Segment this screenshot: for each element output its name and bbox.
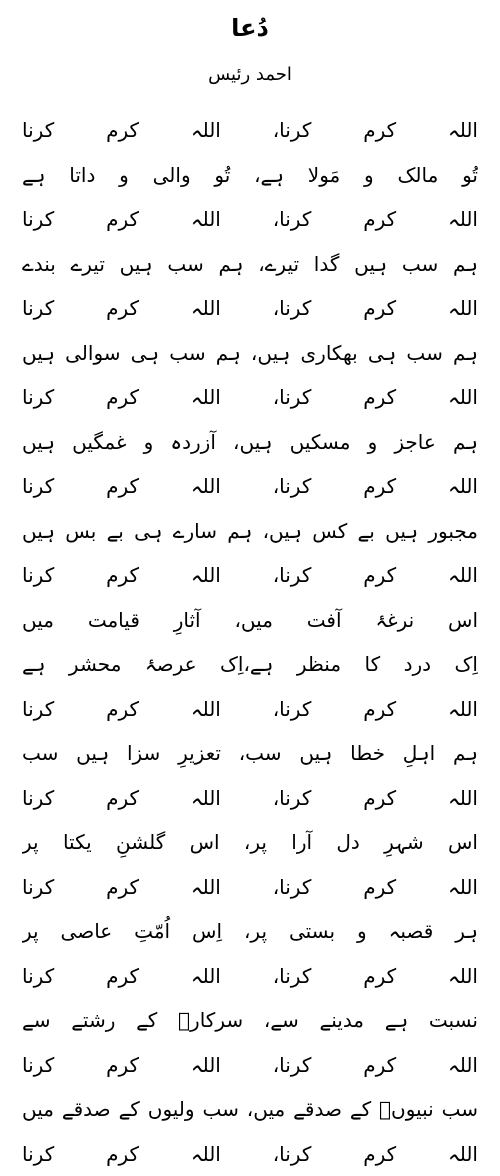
poem-line: ہم عاجز و مسکیں ہیں، آزردہ و غمگیں ہیں xyxy=(22,420,478,465)
poem-author: احمد رئیس xyxy=(0,62,500,88)
poem-line: اللہ کرم کرنا، اللہ کرم کرنا xyxy=(22,954,478,999)
poem-line: ہر قصبہ و بستی پر، اِس اُمّتِ عاصی پر xyxy=(22,909,478,954)
poem-line: اِک درد کا منظر ہے،اِک عرصۂ محشر ہے xyxy=(22,642,478,687)
poem-line: تُو مالک و مَولا ہے، تُو والی و داتا ہے xyxy=(22,153,478,198)
poem-line: اللہ کرم کرنا، اللہ کرم کرنا xyxy=(22,197,478,242)
poem-line: اللہ کرم کرنا، اللہ کرم کرنا xyxy=(22,687,478,732)
poem-title: دُعا xyxy=(0,12,500,44)
poem-line: اس نرغۂ آفت میں، آثارِ قیامت میں xyxy=(22,598,478,643)
poem-line: مجبور ہیں بے کس ہیں، ہم سارے ہی بے بس ہیں xyxy=(22,509,478,554)
poem-line: ہم اہلِ خطا ہیں سب، تعزیرِ سزا ہیں سب xyxy=(22,731,478,776)
poem-body xyxy=(22,108,478,1176)
poem-line: اللہ کرم کرنا، اللہ کرم کرنا xyxy=(22,553,478,598)
poem-line: اللہ کرم کرنا، اللہ کرم کرنا xyxy=(22,865,478,910)
poem-line: ہم سب ہیں گدا تیرے، ہم سب ہیں تیرے بندے xyxy=(22,242,478,287)
poem-line: اللہ کرم کرنا، اللہ کرم کرنا xyxy=(22,375,478,420)
poem-line: اللہ کرم کرنا، اللہ کرم کرنا xyxy=(22,464,478,509)
poem-line: اللہ کرم کرنا، اللہ کرم کرنا xyxy=(22,108,478,153)
poem-line: اس شہرِ دل آرا پر، اس گلشنِ یکتا پر xyxy=(22,820,478,865)
poem-line: اللہ کرم کرنا، اللہ کرم کرنا xyxy=(22,286,478,331)
poem-line: اللہ کرم کرنا، اللہ کرم کرنا xyxy=(22,776,478,821)
poem-line: سب نبیوںؑ کے صدقے میں، سب ولیوں کے صدقے میں xyxy=(22,1087,478,1132)
poem-line: ہم سب ہی بھکاری ہیں، ہم سب ہی سوالی ہیں xyxy=(22,331,478,376)
poem-line: اللہ کرم کرنا، اللہ کرم کرنا xyxy=(22,1132,478,1176)
poem-line: نسبت ہے مدینے سے، سرکارؐ کے رشتے سے xyxy=(22,998,478,1043)
poem-line: اللہ کرم کرنا، اللہ کرم کرنا xyxy=(22,1043,478,1088)
